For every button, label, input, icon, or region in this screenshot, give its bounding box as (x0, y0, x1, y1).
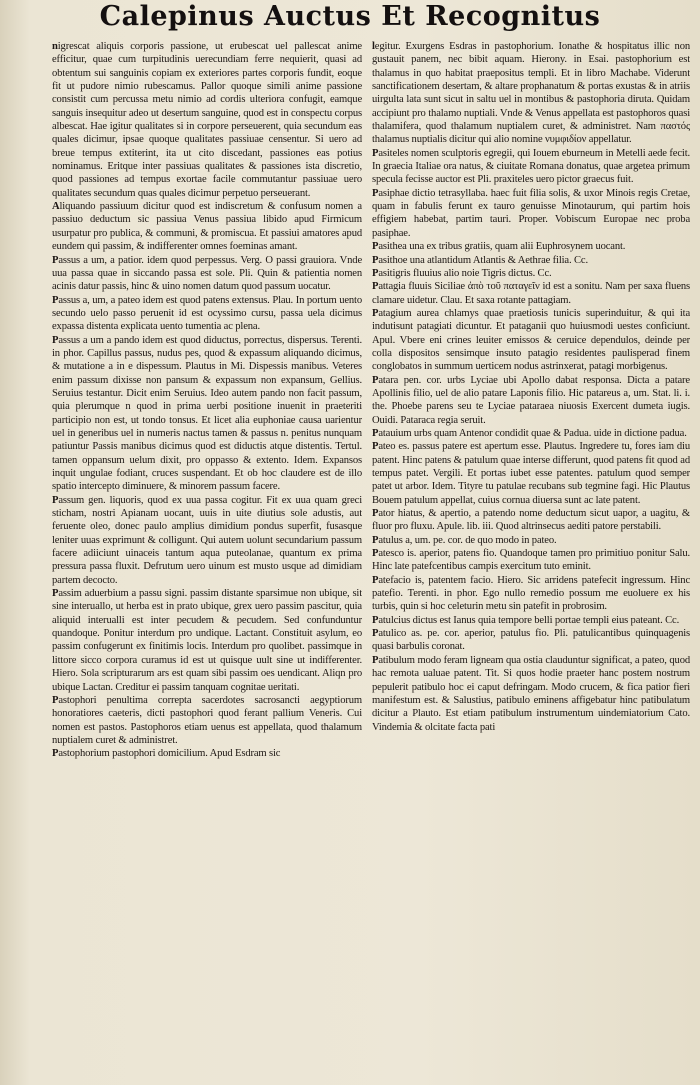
dictionary-entry: Pastophori penultima correpta sacerdotes sacrosancti aegyptiorum honoratiores caeteris, dicti pastophori quod ferant pallium Veneris. Cui nomen est pastos. Pastophoros etiam uenus est appellata, quod thalamum nuptialem curet & administret. (52, 694, 362, 746)
dictionary-entry: Passum gen. liquoris, quod ex uua passa cogitur. Fit ex uua quam greci sticham, nostri Apianam uocant, uuis in uite diutius sole adustis, aut feruente oleo, donec paulo amplius dimidium pondus superfit, fusasque leniter uuas exprimunt & colligunt. Qui autem uolunt secundarium passum facere adiiciunt uinaceis tantum aqua puteolanae, quantum ex prima pressura passa fluxit. Defrutum uero uinum est musto usque ad dimidiam partem decocto. (52, 494, 362, 586)
dictionary-entry: Pateo es. passus patere est apertum esse. Plautus. Ingredere tu, fores iam diu patent. Hinc patens & patulum quae interse differunt, quod patens fit quod ad tempus patet. Vergili. Et portas iubet esse patentes. patulum quod semper patet ut arbor. Idem. Tityre tu patulae recubans sub tegmine fagi. Hic Plautus Bouem patulum appellat, cuius cornua diuersa sunt ac late patent. (372, 441, 690, 506)
dictionary-entry: Patulico as. pe. cor. aperior, patulus fio. Pli. patulicantibus quinquagenis quasi barbulis coronat. (372, 628, 690, 653)
dictionary-entry: Pasithea una ex tribus gratiis, quam alii Euphrosynem uocant. (372, 241, 626, 253)
dictionary-entry: Patulcius dictus est Ianus quia tempore belli portae templi eius pateant. Cc. (372, 614, 680, 626)
dictionary-entry: Aliquando passiuum dicitur quod est indiscretum & confusum nomen a passiuo deductum sic passiua Venus passiua libido apud Firmicum usurpatur pro publica, & communi, & promiscua. Et passiui amatores apud eundem qui passim, & indifferenter omnes foeminas amant. (52, 201, 362, 253)
dictionary-entry: Passus a um a pando idem est quod diductus, porrectus, dispersus. Terenti. in phor. Capillus passus, nudus pes, quod & expassum aliquando dicimus, & mutatione a in e dispessum. Plautus in Mi. Dispessis manibus. Veteres enim passum dixisse non pansum & expassum non expansum, Gellius. Seruius testantur. Dicit enim Seruius. Ideo autem pando non facit passum, quia plerumque n quod in prima uerbi positione inuenit in praeteriti participio non est, ut tondo tonsus. Et licet alia euphoniae causa uarientur uel in generibus uel in numeris nactus tamen & passus n. penitus nunquam patiuntur Passis manibus dicimus quod est diductis atque distentis. Tertul. tamen oppansum uelum dixit, pro oppasso & extento. Idem. Expansos inquit ungulae fodiant, cruces suspendant. Et ob hoc claudere est de illo spatio intercepto diminuere, & minorem passum facere. (52, 334, 362, 493)
running-title: Calepinus Auctus Et Recognitus (99, 1, 601, 32)
dictionary-entry: Patibulum modo feram ligneam qua ostia clauduntur significat, a pateo, quod hac remota ualuae patent. Tit. Si quos hodie praeter hanc postem nostrum pepulerit patibulo hoc ei caput defringam. Modo crucem, & fica patior fieri manifestum est. & Salustius, patibulo eminens affigebatur hinc patibulatum dicitur a Plauto. Est etiam patibulum instrumentum uindemiatorium Cato. Vindemia & olcitate facta pati (372, 654, 690, 733)
dictionary-entry: Pator hiatus, & apertio, a patendo nome deductum sicut uapor, a uagitu, & fluor pro fluxu. Apule. lib. iii. Quod altrinsecus aediti patore perstabili. (372, 508, 690, 533)
dictionary-entry: Pasitigris fluuius alio noie Tigris dictus. Cc. (372, 267, 552, 279)
dictionary-entry: Pastophorium pastophori domicilium. Apud Esdram sic (52, 748, 281, 760)
left-text-column (52, 40, 362, 1080)
right-text-column (372, 40, 690, 1080)
dictionary-entry: nigrescat aliquis corporis passione, ut erubescat uel pallescat anime efficitur, quae cum turpitudinis uerecundiam ferre nequierit, quasi ad obtentum sui sanguinis copiam ex exteriores partes corporis fundit, eoque fit ut pudore nimio rubescamus. Pallor quoque simili anime passione consistit cum percussa metu nimio ad cordis ulteriora confugit, eamque sanguis insequitur adeo ut desertum sanguine, quod est in conspectu corpus albescat. Hae igitur qualitates si in corpore perseuerent, quia secundum eas quales dicimur, ipsae quoque qualitates passiuae censentur. Si uero ad breue tempus extiterint, ita ut cito discedant, passiones eas potius nominamus. Eritque inter passiuas qualitates & passiones ista discretio, quod passiones ad tempus exortae facile commutantur passiuae uero qualitates secundum quas quales dicimur perpetuo perseuerant. (52, 41, 362, 199)
dictionary-entry: Patauium urbs quam Antenor condidit quae & Padua. uide in dictione padua. (372, 427, 687, 439)
dictionary-entry: Pattagia fluuis Siciliae ἀπὸ τοῦ παταγεῖν id est a sonitu. Nam per saxa fluens clamare uidetur. Clau. Et saxa rotante pattagiam. (372, 281, 690, 306)
dictionary-entry: Patesco is. aperior, patens fio. Quandoque tamen pro primitiuo ponitur Salu. Hinc late patefcentibus campis exercitum tuto eminit. (372, 548, 690, 573)
dictionary-entry: Passus a, um, a pateo idem est quod patens extensus. Plau. In portum uento secundo uelo passo peruenit id est ocyssimo cursu, passa uela dicimus expassa distenta explicata uento tumentia ac plena. (52, 294, 362, 333)
dictionary-entry: Patulus a, um. pe. cor. de quo modo in pateo. (372, 534, 557, 546)
dictionary-entry: Patara pen. cor. urbs Lyciae ubi Apollo dabat responsa. Dicta a patare Apollinis filio, uel de alio patare Laponis filio. Hic patareus a, um. Stat. li. i. the. Phoebe parens seu te Lyciae pataraea niuosis Exercent dumeta iugis. Ouidi. Pataraca regia seruit. (372, 374, 690, 426)
dictionary-entry: Pasithoe una atlantidum Atlantis & Aethrae filia. Cc. (372, 254, 588, 266)
dictionary-entry: Passim aduerbium a passu signi. passim distante sparsimue non ubique, sit sine interuallo, ut herba est in prato ubique, grex uero passim pascitur, quia aliquid interualli est inter pecudem & pecudem. Sed confunduntur quandoque. Ponitur interdum pro undique. Lactant. Constituit asylum, eo passim confugerunt ex finitimis locis. Interdum pro quolibet. passimque in littore sicco corpora curamus id est ut quisque uult sine ut indifferenter. Hiero. Sola scripturarum ars est quam sibi passim oes uendicant. Aliqn pro ubique Lactan. Creditur ei passim tanquam cognitae ueritati. (52, 588, 362, 693)
dictionary-entry: Patagium aurea chlamys quae praetiosis tunicis superinduitur, & qui ita indutisunt patagiati dicuntur. Et pataganii quo huiusmodi uestes conficiunt. Apul. Vbere eni crines leuiter emissos & ceruice dependulos, deinde per colla dispositos sensimque insuto patagio residentes paulisperad finem conglobatos in summum uerticem nodus astrinxerat, patagi morbigenus. (372, 307, 690, 373)
dictionary-entry: Pasiphae dictio tetrasyllaba. haec fuit filia solis, & uxor Minois regis Cretae, quam in fabulis ferunt ex tauro genuisse Minotaurum, qui partim hois effigiem habebat, partim tauri. Proper. Vobiscum Europae nec proba pasiphae. (372, 187, 690, 239)
dictionary-entry: Passus a um, a patior. idem quod perpessus. Verg. O passi grauiora. Vnde uua passa quae in siccando passa est sole. Pli. Quin & patientia nomen acinis datur passis, hinc & uino nomen datum quod passum uocatur. (52, 254, 362, 293)
dictionary-entry: Pasiteles nomen sculptoris egregii, qui Iouem eburneum in Metelli aede fecit. In graecia Italiae ora natus, & ciuitate Romana donatus, quae argetea primum specula fecisse auctor est Pli. praxiteles uero pictor graecus fuit. (372, 147, 690, 186)
dictionary-entry: legitur. Exurgens Esdras in pastophorium. Ionathe & hospitatus illic non gustauit panem, nec bibit aquam. Hierony. in Esai. pastophorium est thalamus in quo habitat praepositus templi. Et in libro Machabe. Viderunt sanctificationem desertam, & altare prophanatum & portas exustas & in atriis uirgulta lata sunt sicut in saltu uel in montibus & pastophoria diruta. Quidam accipiunt pro thalamo nuptiali. Vnde & Venus appellata est pastophoros quasi thalamifera, quod thalamum nuptialem curet, & administret. Nam παστός thalamus nuptialis dicitur qui alio nomine νυμφιδίον appellatur. (372, 41, 690, 146)
dictionary-entry: Patefacio is, patentem facio. Hiero. Sic arridens patefecit ingressum. Hinc patefio. Terenti. in phor. Ego nullo remedio possum me euoluere ex his turbis, quin si hoc celeturin metu sin patefit in probrosim. (372, 574, 690, 613)
